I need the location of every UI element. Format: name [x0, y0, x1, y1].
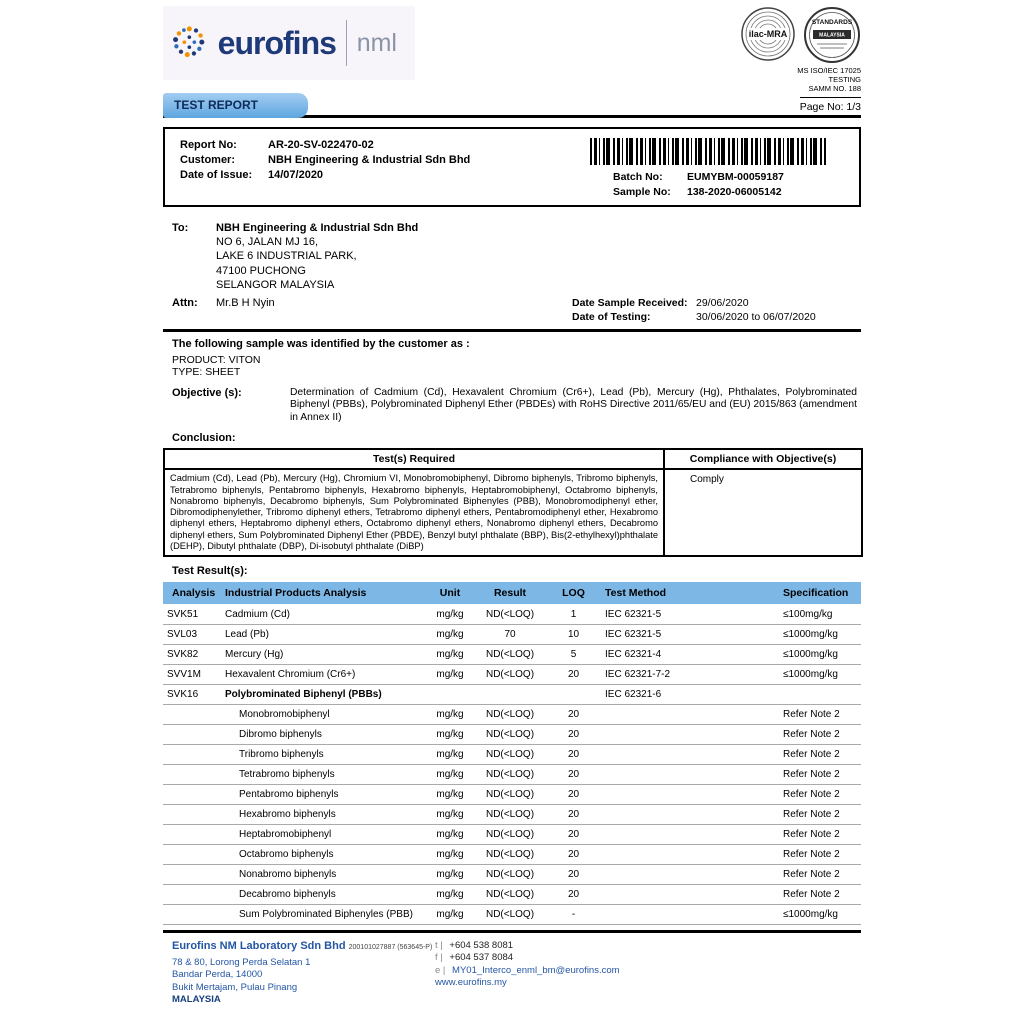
result-cell-spec: Refer Note 2 — [779, 844, 861, 864]
recipient-block — [163, 221, 861, 292]
report-no-label: Report No: — [180, 139, 237, 151]
result-cell-analysis — [163, 824, 221, 844]
result-cell-result: ND(<LOQ) — [474, 864, 546, 884]
result-cell-unit: mg/kg — [426, 604, 474, 624]
result-cell-unit: mg/kg — [426, 824, 474, 844]
dates-block — [572, 297, 861, 324]
result-cell-unit: mg/kg — [426, 704, 474, 724]
conclusion-col-tests: Test(s) Required — [164, 449, 664, 469]
result-cell-analysis: SVK16 — [163, 684, 221, 704]
result-cell-analysis: SVL03 — [163, 624, 221, 644]
email-label: e | — [435, 964, 446, 976]
accreditation-line: TESTING — [828, 75, 861, 84]
result-cell-analysis — [163, 744, 221, 764]
address-line: SELANGOR MALAYSIA — [216, 278, 335, 291]
result-cell-name: Hexabromo biphenyls — [221, 804, 426, 824]
result-cell-method: IEC 62321-5 — [601, 604, 779, 624]
result-cell-name: Lead (Pb) — [221, 624, 426, 644]
result-cell-method — [601, 884, 779, 904]
result-cell-method — [601, 904, 779, 924]
customer-label: Customer: — [180, 154, 236, 166]
result-cell-unit: mg/kg — [426, 644, 474, 664]
result-cell-analysis — [163, 904, 221, 924]
recipient-name: NBH Engineering & Industrial Sdn Bhd — [216, 222, 419, 234]
date-of-issue-value: 14/07/2020 — [268, 169, 324, 181]
result-cell-unit: mg/kg — [426, 864, 474, 884]
result-cell-method: IEC 62321-7-2 — [601, 664, 779, 684]
footer-contact-block — [435, 940, 620, 1007]
result-cell-analysis — [163, 764, 221, 784]
footer-address — [172, 957, 435, 1007]
footer — [163, 939, 861, 1007]
footer-address-line: 78 & 80, Lorong Perda Selatan 1 — [172, 956, 311, 968]
result-cell-result: ND(<LOQ) — [474, 804, 546, 824]
svg-text:ilac-MRA: ilac-MRA — [748, 29, 788, 39]
footer-website-row — [435, 977, 620, 990]
sample-no-value: 138-2020-06005142 — [687, 186, 782, 198]
objective-label: Objective (s): — [172, 387, 242, 400]
date-sample-received-row — [572, 297, 861, 311]
result-cell-name: Monobromobiphenyl — [221, 704, 426, 724]
result-cell-name: Polybrominated Biphenyl (PBBs) — [221, 684, 426, 704]
result-cell-name: Nonabromo biphenyls — [221, 864, 426, 884]
result-row — [163, 904, 861, 924]
result-cell-spec: Refer Note 2 — [779, 724, 861, 744]
results-col-loq: LOQ — [546, 582, 601, 604]
result-cell-spec: Refer Note 2 — [779, 704, 861, 724]
results-col-analysis: Analysis — [163, 582, 221, 604]
result-cell-result: ND(<LOQ) — [474, 904, 546, 924]
result-cell-loq: 5 — [546, 644, 601, 664]
result-cell-unit: mg/kg — [426, 884, 474, 904]
footer-divider-line — [163, 930, 861, 933]
eurofins-dots-icon — [171, 20, 208, 66]
result-cell-loq: 20 — [546, 784, 601, 804]
result-row — [163, 624, 861, 644]
result-cell-spec: Refer Note 2 — [779, 764, 861, 784]
result-cell-name: Pentabromo biphenyls — [221, 784, 426, 804]
footer-email-row — [435, 965, 620, 978]
result-cell-spec: ≤1000mg/kg — [779, 624, 861, 644]
result-cell-result: ND(<LOQ) — [474, 744, 546, 764]
report-info-left — [180, 138, 470, 183]
results-label: Test Result(s): — [172, 565, 248, 578]
phone-t-label: t | — [435, 939, 443, 951]
batch-no-label: Batch No: — [613, 171, 663, 183]
result-cell-name: Heptabromobiphenyl — [221, 824, 426, 844]
result-cell-method: IEC 62321-4 — [601, 644, 779, 664]
sample-no-row — [613, 185, 784, 200]
batch-no-row — [613, 170, 784, 185]
attn-row — [163, 297, 861, 324]
result-cell-unit — [426, 684, 474, 704]
result-cell-unit: mg/kg — [426, 624, 474, 644]
result-cell-loq: 20 — [546, 704, 601, 724]
result-cell-result: ND(<LOQ) — [474, 644, 546, 664]
result-cell-spec: Refer Note 2 — [779, 744, 861, 764]
result-cell-analysis: SVK82 — [163, 644, 221, 664]
result-cell-loq: 20 — [546, 864, 601, 884]
date-of-issue-row — [180, 168, 470, 183]
date-of-testing-label: Date of Testing: — [572, 310, 651, 323]
conclusion-header-row — [164, 449, 862, 469]
phone-t-value: +604 538 8081 — [449, 939, 514, 951]
result-cell-result: ND(<LOQ) — [474, 784, 546, 804]
result-cell-result: ND(<LOQ) — [474, 704, 546, 724]
result-cell-spec: Refer Note 2 — [779, 784, 861, 804]
attn-label: Attn: — [172, 297, 198, 310]
phone-f-value: +604 537 8084 — [449, 952, 514, 964]
result-row — [163, 724, 861, 744]
svg-text:MALAYSIA: MALAYSIA — [819, 32, 845, 39]
standards-malaysia-seal-icon — [803, 6, 861, 64]
result-cell-result: ND(<LOQ) — [474, 884, 546, 904]
result-cell-name: Cadmium (Cd) — [221, 604, 426, 624]
result-cell-analysis: SVV1M — [163, 664, 221, 684]
objective-text: Determination of Cadmium (Cd), Hexavalent Chromium (Cr6+), Lead (Pb), Mercury (Hg), Phthalates, Polybrominated Biphenyl (PBBs), Polybrominated Diphenyl Ether (PBDEs) with RoHS Directive 2011/65/EU and (EU) 2015/863 (amendment in Annex II) — [290, 387, 857, 423]
eurofins-logo — [163, 6, 415, 80]
result-cell-spec: Refer Note 2 — [779, 824, 861, 844]
result-cell-unit: mg/kg — [426, 804, 474, 824]
result-cell-analysis — [163, 704, 221, 724]
brand-sub-wordmark: nml — [356, 28, 397, 57]
result-cell-method — [601, 724, 779, 744]
result-cell-unit: mg/kg — [426, 784, 474, 804]
batch-no-value: EUMYBM-00059187 — [687, 171, 784, 183]
result-cell-name: Octabromo biphenyls — [221, 844, 426, 864]
result-cell-analysis: SVK51 — [163, 604, 221, 624]
barcode — [590, 138, 826, 165]
result-cell-name: Sum Polybrominated Biphenyles (PBB) — [221, 904, 426, 924]
result-cell-method — [601, 764, 779, 784]
result-cell-result: 70 — [474, 624, 546, 644]
conclusion-body-row — [164, 469, 862, 556]
result-cell-spec: Refer Note 2 — [779, 864, 861, 884]
result-cell-name: Hexavalent Chromium (Cr6+) — [221, 664, 426, 684]
result-row — [163, 704, 861, 724]
email-link[interactable]: MY01_Interco_enml_bm@eurofins.com — [452, 964, 620, 976]
result-cell-unit: mg/kg — [426, 664, 474, 684]
result-cell-unit: mg/kg — [426, 764, 474, 784]
result-cell-loq: 20 — [546, 804, 601, 824]
banner-row — [163, 92, 861, 118]
company-name-text: Eurofins NM Laboratory Sdn Bhd — [172, 939, 346, 952]
results-header-row — [163, 582, 861, 604]
result-cell-analysis — [163, 784, 221, 804]
ilac-mra-seal-icon — [740, 6, 796, 62]
results-table-body — [163, 604, 861, 924]
logo-divider — [346, 20, 347, 66]
recipient-address — [216, 221, 418, 292]
result-cell-name: Tetrabromo biphenyls — [221, 764, 426, 784]
result-row — [163, 684, 861, 704]
result-cell-unit: mg/kg — [426, 744, 474, 764]
report-info-box — [163, 127, 861, 207]
results-col-method: Test Method — [601, 582, 779, 604]
sample-intro: The following sample was identified by the customer as : — [172, 338, 470, 351]
sample-type: TYPE: SHEET — [172, 366, 241, 379]
objective-section — [163, 387, 861, 424]
accreditation-line: MS ISO/IEC 17025 — [797, 66, 861, 75]
sample-identification — [163, 338, 861, 378]
result-row — [163, 644, 861, 664]
address-line: LAKE 6 INDUSTRIAL PARK, — [216, 250, 357, 263]
result-cell-analysis — [163, 884, 221, 904]
result-cell-result: ND(<LOQ) — [474, 604, 546, 624]
result-cell-name: Dibromo biphenyls — [221, 724, 426, 744]
conclusion-table — [163, 448, 863, 557]
result-cell-analysis — [163, 724, 221, 744]
date-of-testing-value: 30/06/2020 to 06/07/2020 — [696, 310, 816, 323]
result-cell-loq — [546, 684, 601, 704]
result-row — [163, 824, 861, 844]
footer-address-line: Bandar Perda, 14000 — [172, 969, 263, 981]
result-cell-method: IEC 62321-6 — [601, 684, 779, 704]
accreditation-text — [797, 66, 861, 93]
sample-product: PRODUCT: VITON — [172, 354, 261, 367]
date-of-testing-row — [572, 311, 861, 325]
footer-company-name — [172, 939, 435, 955]
customer-row — [180, 153, 470, 168]
customer-value: NBH Engineering & Industrial Sdn Bhd — [268, 154, 471, 166]
conclusion-label: Conclusion: — [172, 432, 236, 445]
result-cell-method — [601, 744, 779, 764]
result-cell-spec: Refer Note 2 — [779, 804, 861, 824]
result-row — [163, 784, 861, 804]
result-cell-unit: mg/kg — [426, 844, 474, 864]
test-report-banner: TEST REPORT — [163, 93, 308, 118]
footer-company-block — [172, 939, 435, 1007]
report-info-right — [613, 170, 784, 200]
result-cell-method — [601, 844, 779, 864]
results-col-spec: Specification — [779, 582, 861, 604]
result-cell-loq: 20 — [546, 824, 601, 844]
result-row — [163, 604, 861, 624]
footer-country: MALAYSIA — [172, 994, 221, 1006]
result-cell-result: ND(<LOQ) — [474, 724, 546, 744]
sample-lines — [172, 354, 861, 378]
result-cell-method: IEC 62321-5 — [601, 624, 779, 644]
result-cell-unit: mg/kg — [426, 904, 474, 924]
result-cell-analysis — [163, 804, 221, 824]
result-cell-method — [601, 784, 779, 804]
svg-text:STANDARDS: STANDARDS — [811, 19, 853, 26]
result-cell-result: ND(<LOQ) — [474, 824, 546, 844]
result-cell-loq: 20 — [546, 844, 601, 864]
footer-fax-row — [435, 952, 620, 965]
result-cell-spec: ≤1000mg/kg — [779, 644, 861, 664]
result-cell-analysis — [163, 844, 221, 864]
result-row — [163, 884, 861, 904]
result-cell-spec — [779, 684, 861, 704]
website-link[interactable]: www.eurofins.my — [435, 977, 507, 989]
accreditation-line: SAMM NO. 188 — [808, 84, 861, 93]
date-sample-received-value: 29/06/2020 — [696, 297, 749, 310]
divider-line — [163, 329, 861, 332]
result-cell-result: ND(<LOQ) — [474, 764, 546, 784]
results-col-name: Industrial Products Analysis — [221, 582, 426, 604]
result-cell-name: Decabromo biphenyls — [221, 884, 426, 904]
page-number: Page No: 1/3 — [800, 97, 861, 113]
result-cell-result: ND(<LOQ) — [474, 844, 546, 864]
result-cell-method — [601, 864, 779, 884]
result-cell-result — [474, 684, 546, 704]
to-label: To: — [172, 222, 189, 234]
result-cell-spec: ≤1000mg/kg — [779, 664, 861, 684]
result-cell-result: ND(<LOQ) — [474, 664, 546, 684]
result-row — [163, 664, 861, 684]
result-row — [163, 864, 861, 884]
result-cell-loq: 20 — [546, 884, 601, 904]
conclusion-compliance-value: Comply — [664, 469, 862, 556]
footer-phone-row — [435, 940, 620, 953]
result-row — [163, 804, 861, 824]
result-cell-loq: - — [546, 904, 601, 924]
report-no-row — [180, 138, 470, 153]
result-cell-loq: 1 — [546, 604, 601, 624]
results-col-unit: Unit — [426, 582, 474, 604]
accreditation-seals — [740, 6, 861, 64]
report-no-value: AR-20-SV-022470-02 — [268, 139, 374, 151]
attn-value: Mr.B H Nyin — [216, 297, 275, 310]
result-row — [163, 844, 861, 864]
company-registration: 200101027887 (563645-P) — [348, 943, 433, 951]
result-cell-method — [601, 704, 779, 724]
phone-f-label: f | — [435, 952, 443, 964]
sample-no-label: Sample No: — [613, 186, 671, 198]
test-report-document — [163, 0, 861, 1007]
result-cell-loq: 20 — [546, 744, 601, 764]
result-cell-analysis — [163, 864, 221, 884]
footer-address-line: Bukit Mertajam, Pulau Pinang — [172, 981, 298, 993]
results-table — [163, 582, 861, 925]
conclusion-tests-text: Cadmium (Cd), Lead (Pb), Mercury (Hg), Chromium VI, Monobromobiphenyl, Dibromo biphenyls, Tribromo biphenyls, Tetrabromo biphenyls, Pentabromo biphenyls, Hexabromo biphenyls, Heptabromobiphenyl, Octabromo biphenyls, Nonabromo biphenyls, Decabromo biphenyls, Sum Polybrominated Biphenyles (PBB), Monobromodiphenyl ether, Dibromodiphenylether, Tribromo diphenyl ethers, Tetrabromo diphenyl ethers, Pentabromodiphenyl ether, Hexabromo diphenyl ethers, Heptabromo diphenyl ethers, Octabromo diphenyl ethers, Nonabromo diphenyl ethers, Decabromo diphenyl ethers, Sum Polybrominated Diphenyl Ether (PBDE), Benzyl butyl phthalate (BBP), Bis(2-ethylhexyl)phthalate (DEHP), Dibutyl phthalate (DBP), Di-isobutyl phthalate (DiBP) — [164, 469, 664, 556]
result-cell-unit: mg/kg — [426, 724, 474, 744]
result-cell-spec: Refer Note 2 — [779, 884, 861, 904]
date-sample-received-label: Date Sample Received: — [572, 297, 688, 310]
result-cell-name: Mercury (Hg) — [221, 644, 426, 664]
result-row — [163, 744, 861, 764]
results-col-result: Result — [474, 582, 546, 604]
address-line: 47100 PUCHONG — [216, 264, 306, 277]
result-cell-method — [601, 804, 779, 824]
result-cell-method — [601, 824, 779, 844]
result-cell-loq: 10 — [546, 624, 601, 644]
result-cell-loq: 20 — [546, 764, 601, 784]
result-cell-loq: 20 — [546, 664, 601, 684]
conclusion-col-compliance: Compliance with Objective(s) — [664, 449, 862, 469]
result-cell-name: Tribromo biphenyls — [221, 744, 426, 764]
result-cell-spec: ≤100mg/kg — [779, 604, 861, 624]
result-cell-spec: ≤1000mg/kg — [779, 904, 861, 924]
brand-wordmark: eurofins — [217, 24, 336, 61]
address-line: NO 6, JALAN MJ 16, — [216, 236, 319, 249]
date-of-issue-label: Date of Issue: — [180, 169, 253, 181]
result-row — [163, 764, 861, 784]
result-cell-loq: 20 — [546, 724, 601, 744]
